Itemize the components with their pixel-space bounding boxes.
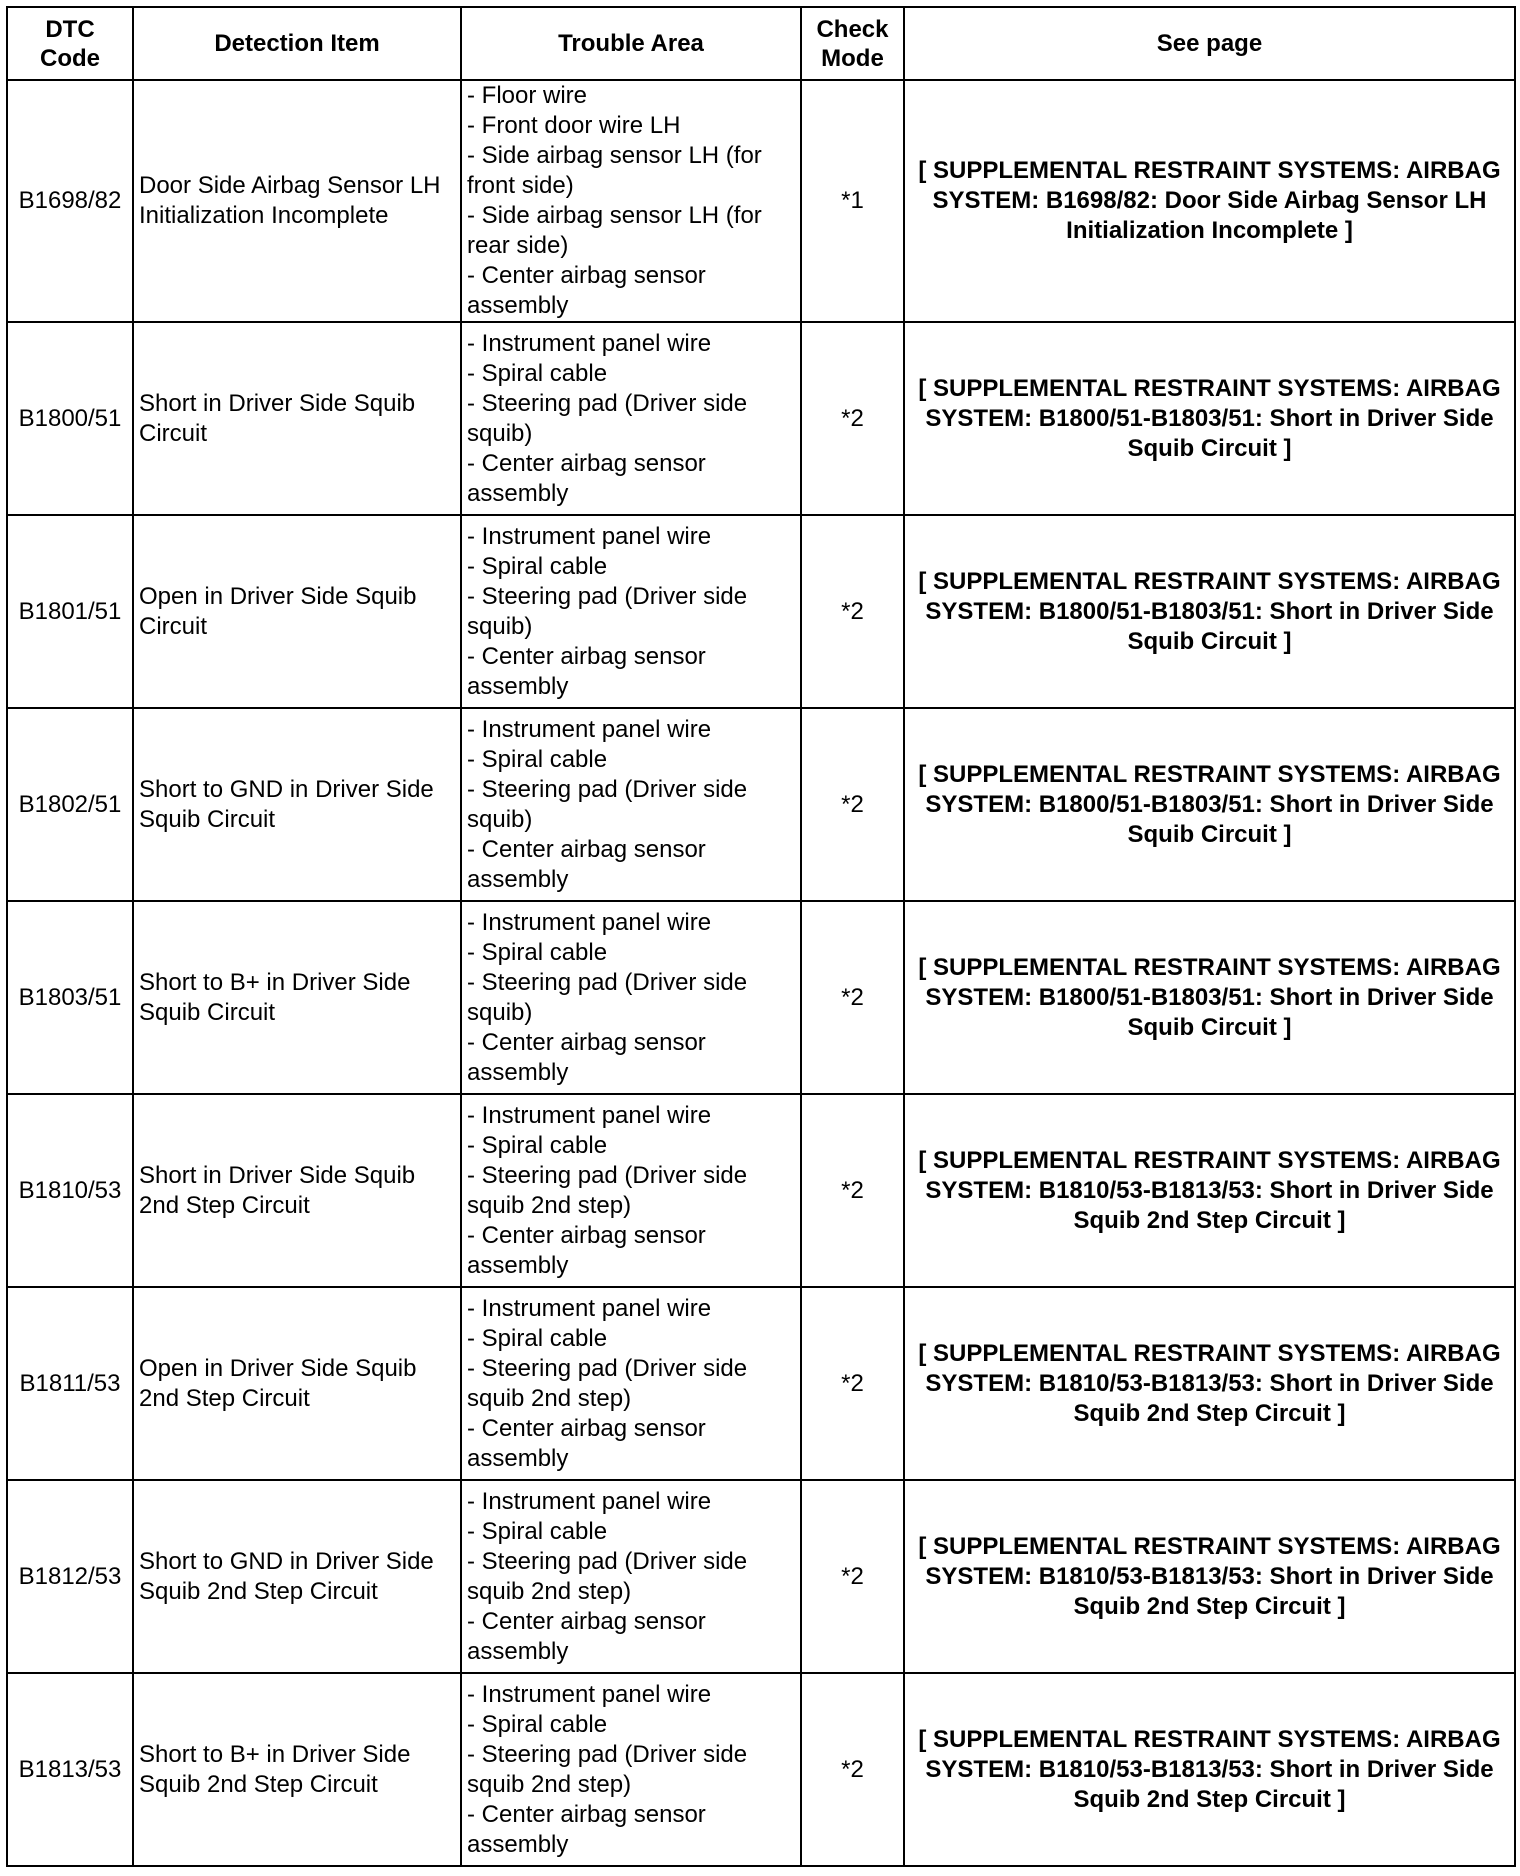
table-header [7,7,1515,80]
dtc-table [6,6,1516,1867]
check-mode-cell: *2 [801,1287,904,1480]
check-mode-cell: *2 [801,1480,904,1673]
see-page-cell: [ SUPPLEMENTAL RESTRAINT SYSTEMS: AIRBAG SYSTEM: B1698/82: Door Side Airbag Sensor LH Initialization Incomplete ] [904,80,1515,322]
trouble-area-cell [461,708,801,901]
check-mode-cell: *2 [801,1673,904,1866]
trouble-area-line: - Steering pad (Driver side squib) [467,775,748,833]
dtc-code-cell: B1800/51 [7,322,133,515]
see-page-cell: [ SUPPLEMENTAL RESTRAINT SYSTEMS: AIRBAG SYSTEM: B1810/53-B1813/53: Short in Driver Side Squib 2nd Step Circuit ] [904,1673,1515,1866]
trouble-area-line: - Instrument panel wire [467,908,712,936]
trouble-area-line: - Center airbag sensor assembly [467,1800,706,1858]
trouble-area-line: - Spiral cable [467,938,608,966]
see-page-cell: [ SUPPLEMENTAL RESTRAINT SYSTEMS: AIRBAG SYSTEM: B1810/53-B1813/53: Short in Driver Side Squib 2nd Step Circuit ] [904,1094,1515,1287]
trouble-area-cell [461,322,801,515]
trouble-area-line: - Steering pad (Driver side squib 2nd step) [467,1547,748,1605]
trouble-area-line: - Center airbag sensor assembly [467,1414,706,1472]
dtc-code-cell: B1810/53 [7,1094,133,1287]
trouble-area-line: - Steering pad (Driver side squib) [467,389,748,447]
see-page-cell: [ SUPPLEMENTAL RESTRAINT SYSTEMS: AIRBAG SYSTEM: B1800/51-B1803/51: Short in Driver Side Squib Circuit ] [904,322,1515,515]
trouble-area-line: - Side airbag sensor LH (for front side) [467,142,762,199]
trouble-area-line: - Instrument panel wire [467,329,712,357]
trouble-area-line: - Steering pad (Driver side squib) [467,582,748,640]
see-page-cell: [ SUPPLEMENTAL RESTRAINT SYSTEMS: AIRBAG SYSTEM: B1810/53-B1813/53: Short in Driver Side Squib 2nd Step Circuit ] [904,1287,1515,1480]
check-mode-cell: *1 [801,80,904,322]
trouble-area-line: - Instrument panel wire [467,715,712,743]
header-trouble-area: Trouble Area [461,7,801,80]
trouble-area-cell [461,80,801,322]
table-row [7,1673,1515,1866]
detection-item-cell: Open in Driver Side Squib 2nd Step Circuit [133,1287,461,1480]
trouble-area-cell [461,1480,801,1673]
detection-item-cell: Short to GND in Driver Side Squib Circuit [133,708,461,901]
detection-item-cell: Open in Driver Side Squib Circuit [133,515,461,708]
trouble-area-cell [461,1287,801,1480]
check-mode-cell: *2 [801,1094,904,1287]
trouble-area-line: - Steering pad (Driver side squib) [467,968,748,1026]
detection-item-cell: Door Side Airbag Sensor LH Initialization Incomplete [133,80,461,322]
detection-item-cell: Short to B+ in Driver Side Squib Circuit [133,901,461,1094]
see-page-cell: [ SUPPLEMENTAL RESTRAINT SYSTEMS: AIRBAG SYSTEM: B1800/51-B1803/51: Short in Driver Side Squib Circuit ] [904,901,1515,1094]
table-row [7,1287,1515,1480]
detection-item-cell: Short in Driver Side Squib Circuit [133,322,461,515]
table-row [7,322,1515,515]
trouble-area-line: - Instrument panel wire [467,1680,712,1708]
trouble-area-line: - Spiral cable [467,745,608,773]
trouble-area-line: - Spiral cable [467,1710,608,1738]
trouble-area-line: - Center airbag sensor assembly [467,835,706,893]
trouble-area-line: - Instrument panel wire [467,1294,712,1322]
trouble-area-line: - Center airbag sensor assembly [467,1028,706,1086]
dtc-code-cell: B1811/53 [7,1287,133,1480]
trouble-area-line: - Side airbag sensor LH (for rear side) [467,202,762,259]
table-row [7,80,1515,322]
header-row [7,7,1515,80]
trouble-area-line: - Center airbag sensor assembly [467,642,706,700]
trouble-area-line: - Spiral cable [467,552,608,580]
check-mode-cell: *2 [801,322,904,515]
detection-item-cell: Short to GND in Driver Side Squib 2nd Step Circuit [133,1480,461,1673]
header-see-page: See page [904,7,1515,80]
dtc-code-cell: B1812/53 [7,1480,133,1673]
table-row [7,515,1515,708]
trouble-area-line: - Spiral cable [467,1131,608,1159]
detection-item-cell: Short in Driver Side Squib 2nd Step Circuit [133,1094,461,1287]
see-page-cell: [ SUPPLEMENTAL RESTRAINT SYSTEMS: AIRBAG SYSTEM: B1810/53-B1813/53: Short in Driver Side Squib 2nd Step Circuit ] [904,1480,1515,1673]
table-row [7,1094,1515,1287]
dtc-code-cell: B1803/51 [7,901,133,1094]
table-row [7,1480,1515,1673]
dtc-code-cell: B1801/51 [7,515,133,708]
trouble-area-line: - Steering pad (Driver side squib 2nd step) [467,1161,748,1219]
trouble-area-line: - Center airbag sensor assembly [467,1607,706,1665]
trouble-area-line: - Center airbag sensor assembly [467,262,706,319]
trouble-area-line: - Instrument panel wire [467,1101,712,1129]
detection-item-cell: Short to B+ in Driver Side Squib 2nd Step Circuit [133,1673,461,1866]
see-page-cell: [ SUPPLEMENTAL RESTRAINT SYSTEMS: AIRBAG SYSTEM: B1800/51-B1803/51: Short in Driver Side Squib Circuit ] [904,515,1515,708]
table-row [7,901,1515,1094]
trouble-area-line: - Spiral cable [467,1517,608,1545]
trouble-area-cell [461,515,801,708]
trouble-area-line: - Instrument panel wire [467,522,712,550]
dtc-code-cell: B1802/51 [7,708,133,901]
header-check-mode: Check Mode [801,7,904,80]
trouble-area-cell [461,1673,801,1866]
trouble-area-line: - Spiral cable [467,1324,608,1352]
trouble-area-line: - Steering pad (Driver side squib 2nd step) [467,1740,748,1798]
see-page-cell: [ SUPPLEMENTAL RESTRAINT SYSTEMS: AIRBAG SYSTEM: B1800/51-B1803/51: Short in Driver Side Squib Circuit ] [904,708,1515,901]
trouble-area-line: - Center airbag sensor assembly [467,1221,706,1279]
trouble-area-line: - Steering pad (Driver side squib 2nd step) [467,1354,748,1412]
trouble-area-line: - Floor wire [467,82,588,109]
dtc-code-cell: B1813/53 [7,1673,133,1866]
check-mode-cell: *2 [801,708,904,901]
check-mode-cell: *2 [801,515,904,708]
header-dtc-code: DTC Code [7,7,133,80]
trouble-area-line: - Spiral cable [467,359,608,387]
header-detection-item: Detection Item [133,7,461,80]
table-row [7,708,1515,901]
trouble-area-line: - Front door wire LH [467,112,681,139]
check-mode-cell: *2 [801,901,904,1094]
trouble-area-line: - Center airbag sensor assembly [467,449,706,507]
trouble-area-cell [461,1094,801,1287]
trouble-area-cell [461,901,801,1094]
table-body [7,80,1515,1866]
dtc-code-cell: B1698/82 [7,80,133,322]
trouble-area-line: - Instrument panel wire [467,1487,712,1515]
